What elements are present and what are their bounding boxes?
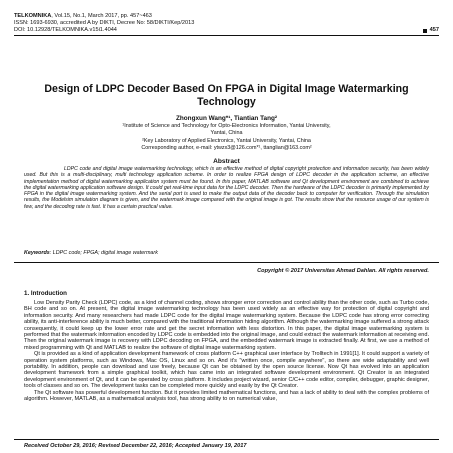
- journal-citation-line: [14, 13, 439, 20]
- paragraph: Low Density Parity Check (LDPC) code, as a kind of channel coding, shows stronger error correction and control ability than the other code, such as Turbo code, BH code and so on. At present, the digital image watermarking technology has been used widely as an effective way for protection of digital copyright and information security. And many researchers had made LDPC code for the digital image watermarking system. Because the LDPC code has strong error correcting ability, its anti-interference ability is much better, compared with the traditional information hiding algorithm. Although the watermarking image suffered a strong attack consequently, it could keep up the lower error rate and get the secret information with less distortion. In this paper, the digital image watermarking system is performed that the watermark information encoded by LDPC code is embedded into the original image, and could extract the watermark information at receiving end. Then the original watermark image is recovery with LDPC decoding on FPGA, and the embedded watermark image is extracted finally. At first, we use a method of mixed programming with Qt and MATLAB to realize the software of digital image watermarking system.: [24, 300, 429, 351]
- received-dates: Received October 29, 2016; Revised December 22, 2016; Accepted January 19, 2017: [24, 443, 247, 449]
- author-list: Zhongxun Wang*¹, Tiantian Tang²: [175, 115, 278, 122]
- contact-line: Corresponding author, e-mail: ytwzx3@126.com*¹, ttanglian@163.com²: [141, 145, 312, 152]
- abstract-text: LDPC code and digital image watermarking technology, which is an effective method of digital copyright protection and information security, has been widely used. But this is a multi-disciplinary, multi technology application scheme. In order to realize FPGA design of LDPC decoder in the application scheme, an effective implementation method of digital watermarking application system must be found. In this paper, MATLAB software and Qt development environment are combined to achieve the digital watermarking application software design. It could get real-time input data for the LDPC decoder. Then the hardware of the LDPC decoder is primarily implemented by FPGA in the digital image watermarking system. And the serial port is used to make the output data of the decoder back to computer for verification. Through the simulation results, the Modelsim simulation diagram is given, and the watermark image compared with the original image is got. The results show that the resource usage of our system is few, and the decoding rate is fast. It has a certain practical value.: [24, 166, 429, 210]
- paper-title: Design of LDPC Decoder Based On FPGA in Digital Image Watermarking Technology: [44, 83, 409, 108]
- keywords-label: Keywords: [24, 250, 50, 256]
- affiliation-1b: Yantai, China: [210, 130, 243, 137]
- volume-line: , Vol.15, No.1, March 2017, pp. 457~463: [51, 13, 152, 19]
- abstract-rule: [14, 262, 439, 263]
- journal-name: TELKOMNIKA: [14, 13, 52, 19]
- keywords-text: : LDPC code; FPGA; digital image watermark: [49, 250, 158, 256]
- footer-rule: [14, 439, 439, 440]
- affiliation-1a: ¹Institute of Science and Technology for Opto-Electronics Information, Yantai University,: [122, 123, 331, 129]
- copyright-line: Copyright © 2017 Universitas Ahmad Dahlan. All rights reserved.: [257, 268, 429, 274]
- square-bullet-icon: [423, 29, 427, 33]
- page-number: 457: [429, 27, 439, 33]
- section-heading-introduction: 1. Introduction: [24, 290, 67, 297]
- abstract-heading: Abstract: [213, 158, 240, 165]
- doi-line: DOI: 10.12928/TELKOMNIKA.v15i1.4044: [14, 27, 117, 33]
- introduction-body: [24, 300, 429, 403]
- affiliation-2: ²Key Laboratory of Applied Electronics, Yantai University, Yantai, China: [142, 137, 311, 144]
- issn-line: ISSN: 1693-6930, accredited A by DIKTI, Decree No: 58/DIKTI/Kep/2013: [14, 20, 195, 26]
- journal-header: [14, 13, 439, 34]
- affiliations: [20, 123, 433, 153]
- keywords: [24, 250, 429, 256]
- header-rule: [14, 35, 439, 36]
- page-number-block: [423, 27, 439, 34]
- paragraph: The Qt software has powerful development function. But it provides limited mathematical functions, and has a lack of ability to deal with the complex problems of algorithm. However, MATLAB, as a mathematical analysis tool, has strong ability to on numerical value,: [24, 389, 429, 403]
- paragraph: Qt is provided as a kind of application development framework of cross platform C++ graphical user interface by Trolltech in 1991[1]. It could support a variety of operation system platforms, such as Windows, Mac OS, Linux and so on. And it's "written once, compile anywhere", so there are wide adaptability and well portability. In addition, people can download and use freely, because Qt can be obtained by the open source license. Now Qt has evolved into an application development framework from a simple graphical toolkit, which has came into an integrated software development environment. Qt Creator is an integrated development environment of Qt, and it can be operated by cross platform. It includes project wizard, senior C/C++ code editor, compiler, debugger, graphic designer, tools of classes and so on. The development tasks can be completed more quickly and easily by the Qt Creator.: [24, 351, 429, 390]
